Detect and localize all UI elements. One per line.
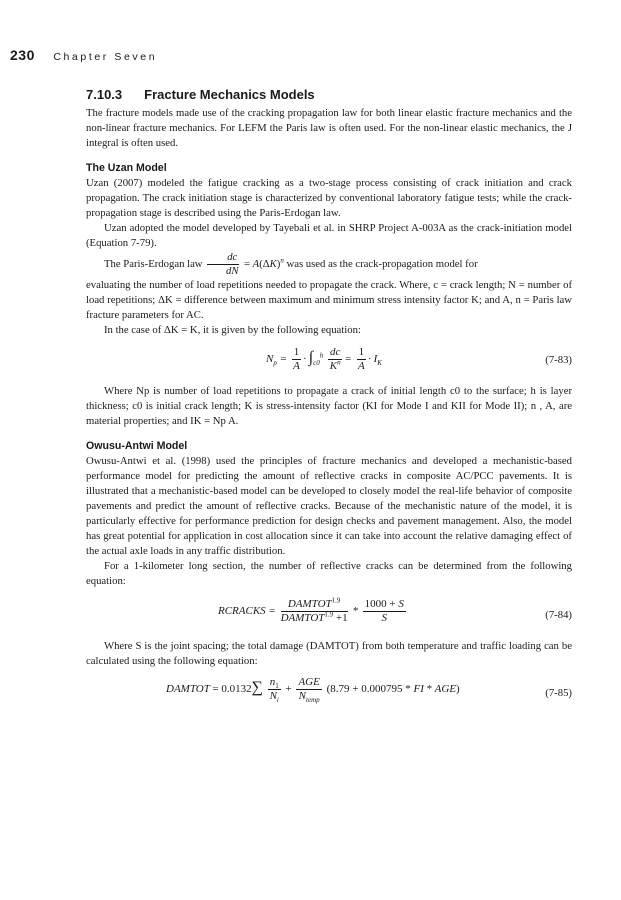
owusu-paragraph-3: Where S is the joint spacing; the total damage (DAMTOT) from both temperature and traffic loading can be calculated using the following equation: bbox=[86, 640, 572, 667]
section-title: Fracture Mechanics Models bbox=[144, 87, 315, 102]
uzan-paragraph-2: Uzan adopted the model developed by Tayebali et al. in SHRP Project A-003A as the crack-initiation model (Equation 7-79). bbox=[86, 222, 572, 249]
owusu-heading: Owusu-Antwi Model bbox=[86, 440, 188, 452]
equation-7-85: DAMTOT = 0.0132∑ $\frac{n_1}{N_i}$ + $\frac{\text{AGE}}{N_{temp}}$ (8.79 + 0.000795 * FI * AGE) (7-85) bbox=[166, 676, 572, 705]
uzan-paragraph-4: In the case of ΔK = K, it is given by the following equation: bbox=[104, 324, 361, 336]
section-number: 7.10.3 bbox=[86, 87, 123, 102]
section-heading bbox=[86, 87, 572, 102]
page-number: 230 bbox=[10, 47, 35, 63]
equation-7-83: $N_p$ = $\frac{1}{A}$ · $\int_{c0}^h$ $\frac{dc}{K^n}$ = $\frac{1}{A}$ · $I_K$ (7-83) bbox=[266, 346, 572, 372]
page-body bbox=[86, 87, 572, 717]
intro-paragraph: The fracture models made use of the cracking propagation law for both linear elastic fracture mechanics and the non-linear fracture mechanics. For LEFM the Paris law is often used. For the non-linear elastic mechanics, the J integral is often used. bbox=[86, 107, 572, 149]
uzan-paragraph-3: evaluating the number of load repetitions needed to propagate the crack. Where, c = crack length; N = number of load repetitions; ΔK = difference between maximum and minimum stress intensity factor K; and A, n = Paris law fracture parameters for AC. bbox=[86, 279, 572, 321]
uzan-paragraph-1: Uzan (2007) modeled the fatigue cracking as a two-stage process consisting of crack initiation and crack propagation. The crack initiation stage is characterized by conventional laboratory fatigue tests; while the crack-propagation stage is described using the Paris-Erdogan law. bbox=[86, 177, 572, 219]
equation-number-83: (7-83) bbox=[545, 354, 572, 366]
owusu-paragraph-2: For a 1-kilometer long section, the number of reflective cracks can be determined from the following equation: bbox=[86, 560, 572, 587]
uzan-paragraph-5: Where Np is number of load repetitions to propagate a crack of initial length c0 to the surface; h is layer thickness; c0 is initial crack length; K is stress-intensity factor (KI for Mode I and KII for Mode II); n , A, are material properties; and IK = Np A. bbox=[86, 385, 572, 427]
equation-number-85: (7-85) bbox=[545, 687, 572, 699]
equation-7-84: RCRACKS = $\frac{DAMTOT^{1.9}}{DAMTOT^{1.9} +1}$ * $\frac{1000 + S}{S}$ (7-84) bbox=[218, 596, 572, 624]
dc-dn-fraction: $\frac{dc}{dN}$ bbox=[207, 251, 239, 278]
equation-number-84: (7-84) bbox=[545, 609, 572, 621]
owusu-paragraph-1: Owusu-Antwi et al. (1998) used the principles of fracture mechanics and developed a mechanistic-based performance model for predicting the amount of reflective cracks in composite AC/PCC pavements. It is illustrated that a mechanistic-based model can be developed to closely model the real-life behavior of composite pavements and predict the amount of reflective cracks. Because of the mechanistic nature of the model, it is particularly effective for performance prediction for design checks and pavement management. Also, the model has great potential for application in cost allocation since it can take into account the relative damaging effect of the actual axle loads in any traffic distribution. bbox=[86, 455, 572, 557]
chapter-label: Chapter Seven bbox=[53, 51, 158, 63]
running-header bbox=[10, 47, 157, 65]
paris-law-line: The Paris-Erdogan law $\frac{dc}{dN}$ = $A(\Delta K)^n$ was used as the crack-propagation model for bbox=[104, 251, 478, 277]
uzan-heading: The Uzan Model bbox=[86, 162, 167, 174]
